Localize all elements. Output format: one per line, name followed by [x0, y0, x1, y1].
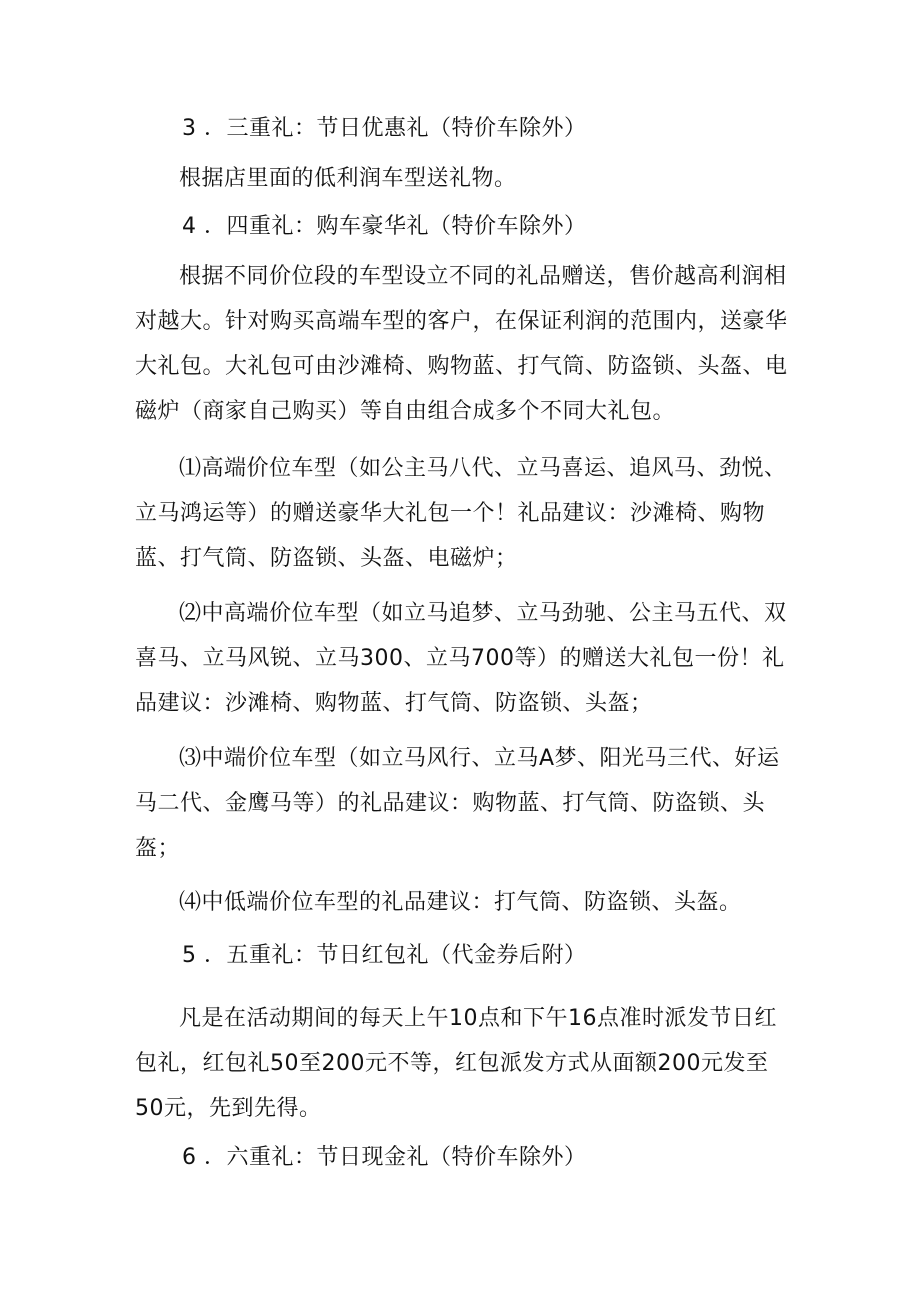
section-heading-5: 5 ．五重礼：节日红包礼（代金券后附） — [182, 943, 587, 968]
paragraph-3: 根据店里面的低利润车型送礼物。 — [179, 166, 517, 191]
paragraph-5: 凡是在活动期间的每天上午10点和下午16点准时派发节日红包礼，红包礼50至200元不等，红包派发方式从面额200元发至50元，先到先得。 — [135, 1006, 777, 1121]
section-heading-4: 4 ．四重礼：购车豪华礼（特价车除外） — [182, 214, 587, 239]
section-heading-6: 6 ．六重礼：节日现金礼（特价车除外） — [182, 1145, 587, 1170]
list-item-1: ⑴高端价位车型（如公主马八代、立马喜运、追风马、劲悦、立马鸿运等）的赠送豪华大礼包一个！礼品建议：沙滩椅、购物蓝、打气筒、防盗锁、头盔、电磁炉； — [135, 456, 787, 571]
list-item-3: ⑶中端价位车型（如立马风行、立马A梦、阳光马三代、好运马二代、金鹰马等）的礼品建议：购物蓝、打气筒、防盗锁、头盔； — [135, 746, 780, 861]
list-item-2: ⑵中高端价位车型（如立马追梦、立马劲驰、公主马五代、双喜马、立马风锐、立马300、立马700等）的赠送大礼包一份！礼品建议：沙滩椅、购物蓝、打气筒、防盗锁、头盔； — [135, 601, 787, 716]
section-heading-3: 3 ．三重礼：节日优惠礼（特价车除外） — [182, 116, 587, 141]
paragraph-4: 根据不同价位段的车型设立不同的礼品赠送，售价越高利润相对越大。针对购买高端车型的客户，在保证利润的范围内，送豪华大礼包。大礼包可由沙滩椅、购物蓝、打气筒、防盗锁、头盔、电磁炉（商家自己购买）等自由组合成多个不同大礼包。 — [135, 264, 788, 424]
list-item-4: ⑷中低端价位车型的礼品建议：打气筒、防盗锁、头盔。 — [179, 890, 742, 915]
